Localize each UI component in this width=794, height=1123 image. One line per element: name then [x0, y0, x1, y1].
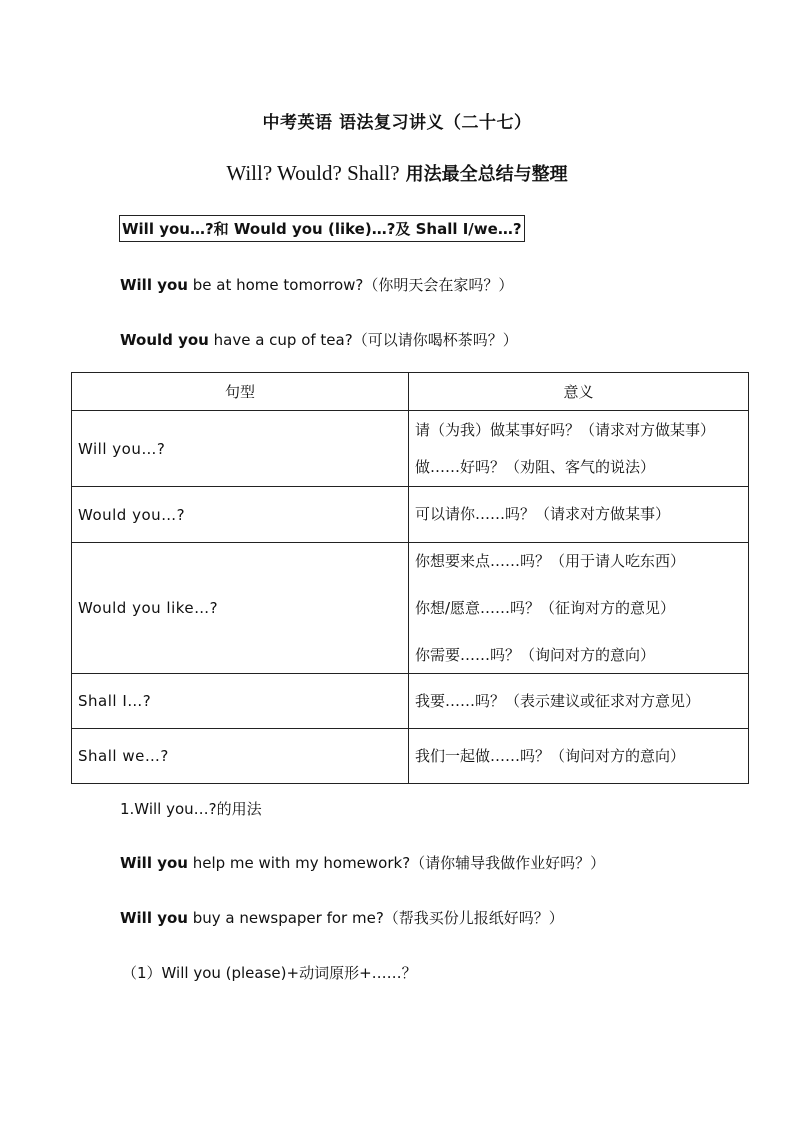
table-row — [72, 411, 749, 487]
document-title: 中考英语 语法复习讲义（二十七） — [262, 113, 532, 133]
subtitle-chinese: 用法最全总结与整理 — [405, 164, 568, 185]
example-text: have a cup of tea?（可以请你喝杯茶吗？） — [208, 331, 518, 349]
example-keyword: Will you — [120, 909, 188, 927]
meaning-cell — [409, 729, 749, 784]
table-row — [72, 543, 749, 674]
meaning-line: 请（为我）做某事好吗？（请求对方做某事） — [415, 420, 716, 439]
example-sentence — [120, 852, 605, 873]
example-sentence — [120, 329, 518, 350]
pattern-cell: Shall I…? — [72, 674, 409, 729]
meaning-line: 做……好吗？（劝阻、客气的说法） — [415, 457, 656, 476]
pattern-cell: Will you…? — [72, 411, 409, 487]
example-keyword: Will you — [120, 854, 188, 872]
meaning-line: 你需要……吗？（询问对方的意向） — [415, 645, 656, 664]
header-meaning: 意义 — [409, 373, 749, 411]
meaning-line: 你想要来点……吗？（用于请人吃东西） — [415, 551, 686, 570]
example-sentence — [120, 907, 564, 928]
table-row — [72, 487, 749, 543]
pattern-cell: Would you like…? — [72, 543, 409, 674]
meaning-cell — [409, 674, 749, 729]
pattern-cell: Shall we…? — [72, 729, 409, 784]
example-text: buy a newspaper for me?（帮我买份儿报纸好吗？） — [187, 909, 564, 927]
table-row — [72, 729, 749, 784]
pattern-cell: Would you…? — [72, 487, 409, 543]
table-row — [72, 674, 749, 729]
boxed-heading: Will you…?和 Would you (like)…?及 Shall I/we…? — [119, 215, 525, 242]
rule-line: （1）Will you (please)+动词原形+……？ — [122, 964, 417, 982]
grammar-table — [71, 372, 749, 784]
example-text: be at home tomorrow?（你明天会在家吗？） — [187, 276, 514, 294]
example-sentence — [120, 274, 513, 295]
example-keyword: Would you — [120, 331, 209, 349]
meaning-cell — [409, 411, 749, 487]
document-subtitle — [0, 160, 794, 186]
meaning-line: 可以请你……吗？（请求对方做某事） — [415, 505, 671, 523]
meaning-line: 我们一起做……吗？（询问对方的意向） — [415, 746, 686, 765]
meaning-cell — [409, 487, 749, 543]
meaning-line: 我要……吗？（表示建议或征求对方意见） — [415, 691, 701, 710]
header-pattern: 句型 — [72, 373, 409, 411]
example-text: help me with my homework?（请你辅导我做作业好吗？） — [187, 854, 606, 872]
example-keyword: Will you — [120, 276, 188, 294]
table-header-row — [72, 373, 749, 411]
meaning-line: 你想/愿意……吗？（征询对方的意见） — [415, 598, 676, 617]
subtitle-english: Will? Would? Shall? — [226, 161, 400, 185]
section-heading: 1.Will you…?的用法 — [120, 800, 262, 818]
meaning-cell — [409, 543, 749, 674]
